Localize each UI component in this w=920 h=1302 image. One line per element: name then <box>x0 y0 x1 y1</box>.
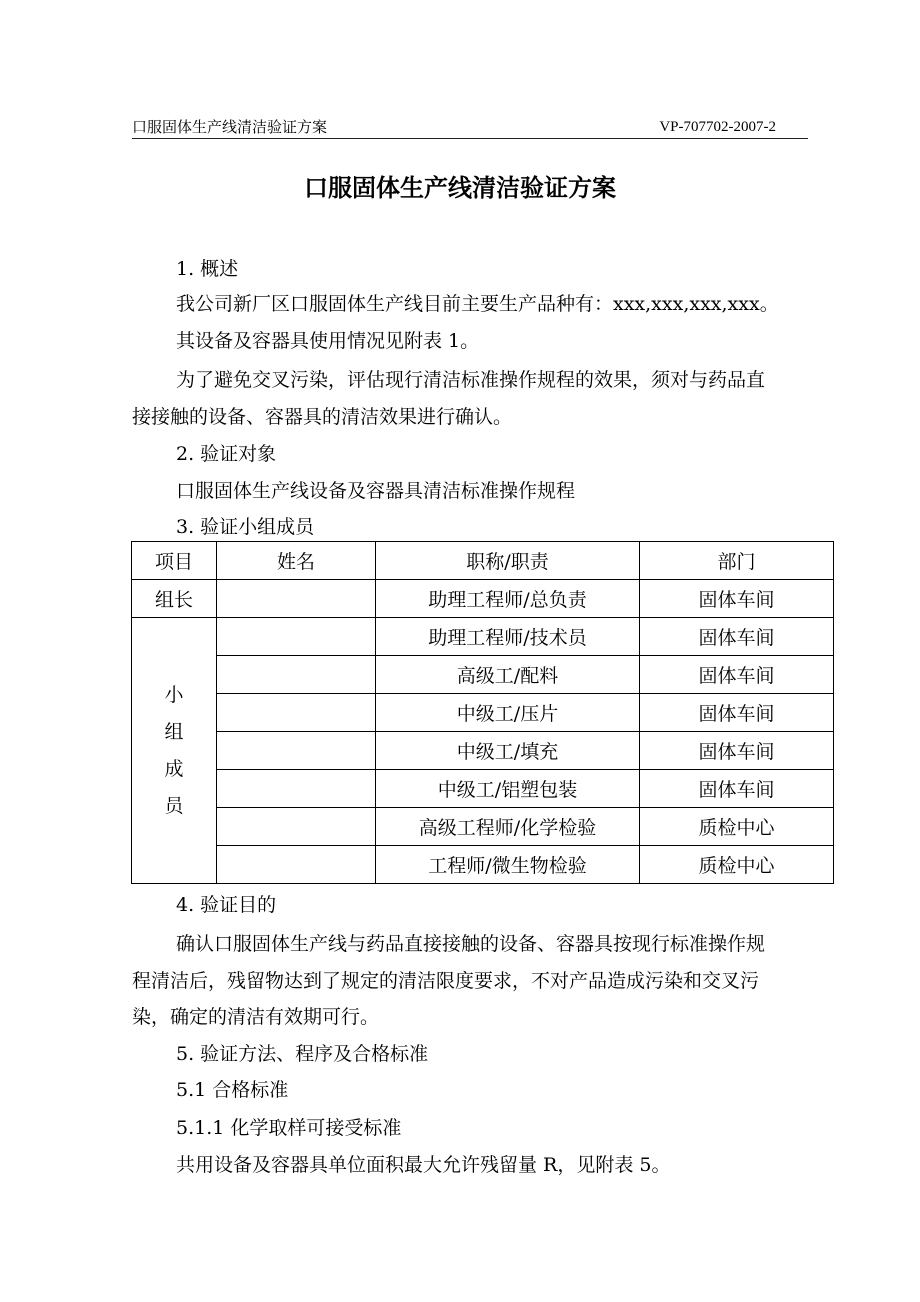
table-row <box>132 618 834 656</box>
section-1-line-3: 为了避免交叉污染，评估现行清洁标准操作规程的效果，须对与药品直 <box>176 369 766 391</box>
dept-cell: 质检中心 <box>640 808 834 846</box>
header-cell: 部门 <box>640 542 834 580</box>
section-2-heading: 2. 验证对象 <box>176 443 277 465</box>
table-row <box>132 656 834 694</box>
dept-cell: 质检中心 <box>640 846 834 884</box>
name-cell <box>217 770 376 808</box>
page-header <box>132 116 808 142</box>
section-4-line-2: 程清洁后，残留物达到了规定的清洁限度要求，不对产品造成污染和交叉污 <box>132 970 760 992</box>
name-cell <box>217 656 376 694</box>
name-cell <box>217 618 376 656</box>
section-5-1-1-heading: 5.1.1 化学取样可接受标准 <box>176 1117 402 1139</box>
header-cell: 项目 <box>132 542 217 580</box>
table-row <box>132 770 834 808</box>
title-cell: 助理工程师/总负责 <box>376 580 640 618</box>
header-doc-title: 口服固体生产线清洁验证方案 <box>132 118 328 136</box>
table-row <box>132 694 834 732</box>
table-row <box>132 732 834 770</box>
title-cell: 工程师/微生物检验 <box>376 846 640 884</box>
section-4-line-3: 染，确定的清洁有效期可行。 <box>132 1006 380 1028</box>
section-4-line-1: 确认口服固体生产线与药品直接接触的设备、容器具按现行标准操作规 <box>176 933 766 955</box>
table-row <box>132 846 834 884</box>
name-cell <box>217 808 376 846</box>
document-title: 口服固体生产线清洁验证方案 <box>304 173 616 202</box>
dept-cell: 固体车间 <box>640 656 834 694</box>
dept-cell: 固体车间 <box>640 694 834 732</box>
section-1-line-4: 接接触的设备、容器具的清洁效果进行确认。 <box>132 406 513 428</box>
name-cell <box>217 732 376 770</box>
section-5-line: 共用设备及容器具单位面积最大允许残留量 R，见附表 5。 <box>176 1154 671 1176</box>
section-2-line: 口服固体生产线设备及容器具清洁标准操作规程 <box>176 480 576 502</box>
section-1-line-2: 其设备及容器具使用情况见附表 1。 <box>176 330 480 352</box>
dept-cell: 固体车间 <box>640 580 834 618</box>
title-cell: 助理工程师/技术员 <box>376 618 640 656</box>
name-cell <box>217 846 376 884</box>
section-5-heading: 5. 验证方法、程序及合格标准 <box>176 1043 429 1065</box>
header-cell: 姓名 <box>217 542 376 580</box>
table-row-leader <box>132 580 834 618</box>
members-label-char: 员 <box>164 794 184 817</box>
table-header-row <box>132 542 834 580</box>
members-label-char: 小 <box>164 683 184 706</box>
header-rule <box>132 138 808 139</box>
title-cell: 高级工/配料 <box>376 656 640 694</box>
table-row <box>132 808 834 846</box>
header-doc-code: VP-707702-2007-2 <box>659 119 776 135</box>
title-cell: 高级工程师/化学检验 <box>376 808 640 846</box>
section-1-heading: 1. 概述 <box>176 258 239 280</box>
members-label-char: 组 <box>164 720 184 743</box>
section-1-line-1: 我公司新厂区口服固体生产线目前主要生产品种有：xxx,xxx,xxx,xxx。 <box>176 293 779 315</box>
header-cell: 职称/职责 <box>376 542 640 580</box>
team-members-table <box>131 541 834 884</box>
dept-cell: 固体车间 <box>640 618 834 656</box>
name-cell <box>217 580 376 618</box>
title-cell: 中级工/铝塑包装 <box>376 770 640 808</box>
section-5-1-heading: 5.1 合格标准 <box>176 1079 289 1101</box>
members-label-char: 成 <box>164 757 184 780</box>
dept-cell: 固体车间 <box>640 732 834 770</box>
title-cell: 中级工/压片 <box>376 694 640 732</box>
title-cell: 中级工/填充 <box>376 732 640 770</box>
role-cell: 组长 <box>132 580 217 618</box>
dept-cell: 固体车间 <box>640 770 834 808</box>
name-cell <box>217 694 376 732</box>
section-3-heading: 3. 验证小组成员 <box>176 516 315 538</box>
section-4-heading: 4. 验证目的 <box>176 894 277 916</box>
members-label-cell <box>132 618 217 884</box>
